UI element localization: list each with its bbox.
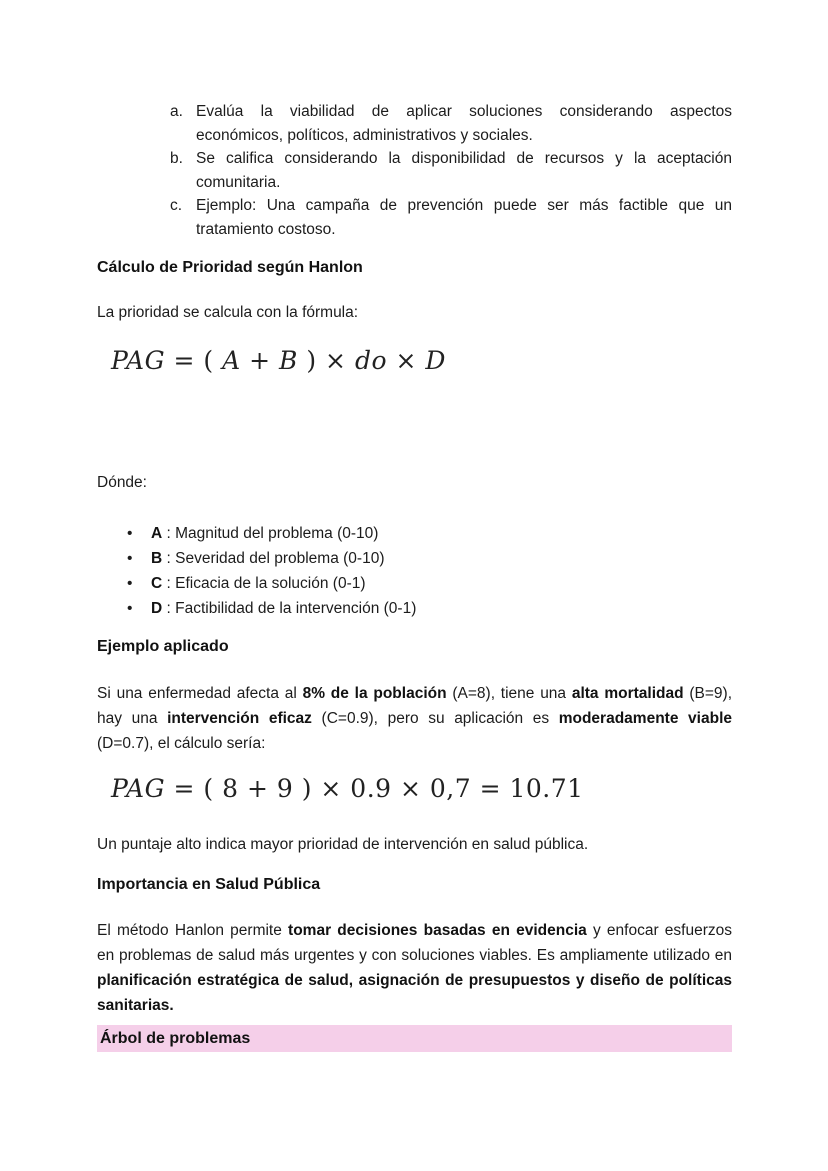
ejemplo-paragraph: Si una enfermedad afecta al 8% de la población (A=8), tiene una alta mortalidad (B=9), hay una intervención eficaz (C=0.9), pero su aplicación es moderadamente viable (D=0.7), el cálculo sería: bbox=[97, 685, 733, 752]
list-item-text: Ejemplo: Una campaña de prevención puede ser más factible que un tratamiento costoso. bbox=[196, 197, 732, 238]
bullet-marker: • bbox=[127, 550, 133, 567]
list-item bbox=[97, 100, 732, 147]
donde-label: Dónde: bbox=[97, 474, 147, 491]
formula-intro-text: La prioridad se calcula con la fórmula: bbox=[97, 304, 359, 321]
list-item-text: Evalúa la viabilidad de aplicar soluciones considerando aspectos económicos, políticos, administrativos y sociales. bbox=[196, 103, 732, 144]
bullet-marker: • bbox=[127, 575, 133, 592]
list-item bbox=[97, 194, 732, 241]
ejemplo-formula: PAG = ( 8 + 9 ) × 0.9 × 0,7 = 10.71 bbox=[111, 774, 584, 803]
section-heading-arbol-highlighted: Árbol de problemas bbox=[97, 1025, 732, 1052]
bullet-text: C : Eficacia de la solución (0-1) bbox=[151, 575, 366, 592]
section-heading-ejemplo: Ejemplo aplicado bbox=[97, 638, 229, 655]
list-marker: c. bbox=[170, 197, 183, 214]
ejemplo-conclusion: Un puntaje alto indica mayor prioridad de intervención en salud pública. bbox=[97, 836, 589, 853]
definitions-bullet-list bbox=[97, 521, 732, 621]
hanlon-formula: PAG = ( A + B ) × do × D bbox=[111, 346, 446, 375]
list-marker: a. bbox=[170, 103, 183, 120]
bullet-item bbox=[97, 521, 732, 546]
bullet-item bbox=[97, 596, 732, 621]
bullet-text: A : Magnitud del problema (0-10) bbox=[151, 525, 379, 542]
bullet-text: B : Severidad del problema (0-10) bbox=[151, 550, 385, 567]
list-item bbox=[97, 147, 732, 194]
list-marker: b. bbox=[170, 150, 183, 167]
bullet-text: D : Factibilidad de la intervención (0-1) bbox=[151, 600, 417, 617]
section-heading-calculo: Cálculo de Prioridad según Hanlon bbox=[97, 259, 363, 276]
bullet-marker: • bbox=[127, 525, 133, 542]
bullet-item bbox=[97, 571, 732, 596]
section-heading-importancia: Importancia en Salud Pública bbox=[97, 876, 321, 893]
bullet-marker: • bbox=[127, 600, 133, 617]
importancia-paragraph: El método Hanlon permite tomar decisiones basadas en evidencia y enfocar esfuerzos en problemas de salud más urgentes y con soluciones viables. Es ampliamente utilizado en planificación estratégica de salud, asignación de presupuestos y diseño de políticas sanitarias. bbox=[97, 922, 732, 1014]
list-item-text: Se califica considerando la disponibilidad de recursos y la aceptación comunitaria. bbox=[196, 150, 732, 191]
lettered-list bbox=[97, 100, 732, 241]
bullet-item bbox=[97, 546, 732, 571]
